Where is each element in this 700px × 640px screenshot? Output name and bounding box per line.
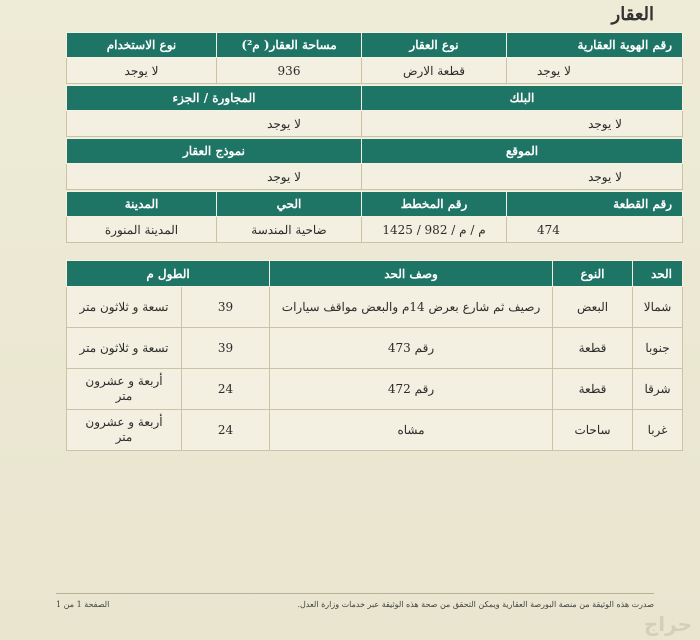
cell-side: شرقا: [633, 369, 683, 410]
header-property-model: نموذج العقار: [67, 139, 362, 164]
cell-length: 24: [182, 410, 270, 451]
value-neighborhood-part: لا يوجد: [67, 111, 362, 137]
value-property-area: 936: [217, 58, 362, 84]
header-plot-number: رقم القطعة: [507, 192, 683, 217]
cell-length: 39: [182, 287, 270, 328]
value-plot-number: 474: [507, 217, 683, 243]
value-location: لا يوجد: [362, 164, 683, 190]
location-info-table: [66, 138, 683, 190]
footer-note: صدرت هذه الوثيقة من منصة البورصة العقارية ويمكن التحقق من صحة هذه الوثيقة عبر خدمات وزارة العدل.: [297, 600, 654, 609]
header-neighborhood-part: المجاورة / الجزء: [67, 86, 362, 111]
cell-description: رصيف ثم شارع بعرض 14م والبعض مواقف سيارات: [270, 287, 553, 328]
cell-side: شمالا: [633, 287, 683, 328]
value-city: المدينة المنورة: [67, 217, 217, 243]
watermark-logo: حراج: [643, 612, 692, 636]
header-location: الموقع: [362, 139, 683, 164]
plot-info-table: [66, 191, 683, 243]
cell-length-words: أربعة و عشرون متر: [67, 410, 182, 451]
table-row: [67, 287, 683, 328]
header-length: الطول م: [67, 261, 270, 287]
header-property-type: نوع العقار: [362, 33, 507, 58]
table-row: [67, 328, 683, 369]
header-type: النوع: [553, 261, 633, 287]
value-property-type: قطعة الارض: [362, 58, 507, 84]
cell-type: البعض: [553, 287, 633, 328]
table-row: [67, 369, 683, 410]
cell-length: 24: [182, 369, 270, 410]
page-footer: [56, 593, 654, 609]
header-description: وصف الحد: [270, 261, 553, 287]
header-city: المدينة: [67, 192, 217, 217]
cell-description: رقم 473: [270, 328, 553, 369]
cell-side: جنوبا: [633, 328, 683, 369]
value-property-id: لا يوجد: [507, 58, 683, 84]
property-info-table: [66, 32, 683, 84]
table-row: [67, 410, 683, 451]
cell-length-words: تسعة و ثلاثون متر: [67, 287, 182, 328]
cell-length-words: أربعة و عشرون متر: [67, 369, 182, 410]
cell-type: قطعة: [553, 328, 633, 369]
value-usage-type: لا يوجد: [67, 58, 217, 84]
header-property-area: مساحة العقار( م²): [217, 33, 362, 58]
header-usage-type: نوع الاستخدام: [67, 33, 217, 58]
header-block: البلك: [362, 86, 683, 111]
value-property-model: لا يوجد: [67, 164, 362, 190]
header-side: الحد: [633, 261, 683, 287]
cell-type: ساحات: [553, 410, 633, 451]
cell-description: رقم 472: [270, 369, 553, 410]
cell-type: قطعة: [553, 369, 633, 410]
cell-side: غربا: [633, 410, 683, 451]
cell-length-words: تسعة و ثلاثون متر: [67, 328, 182, 369]
header-district: الحي: [217, 192, 362, 217]
section-title: العقار: [611, 4, 654, 25]
value-block: لا يوجد: [362, 111, 683, 137]
cell-length: 39: [182, 328, 270, 369]
value-district: ضاحية المندسة: [217, 217, 362, 243]
value-scheme-number: م / م / 982 / 1425: [362, 217, 507, 243]
block-info-table: [66, 85, 683, 137]
header-property-id: رقم الهوية العقارية: [507, 33, 683, 58]
page-number: الصفحة 1 من 1: [56, 600, 110, 609]
boundaries-table: [66, 260, 683, 451]
cell-description: مشاه: [270, 410, 553, 451]
header-scheme-number: رقم المخطط: [362, 192, 507, 217]
